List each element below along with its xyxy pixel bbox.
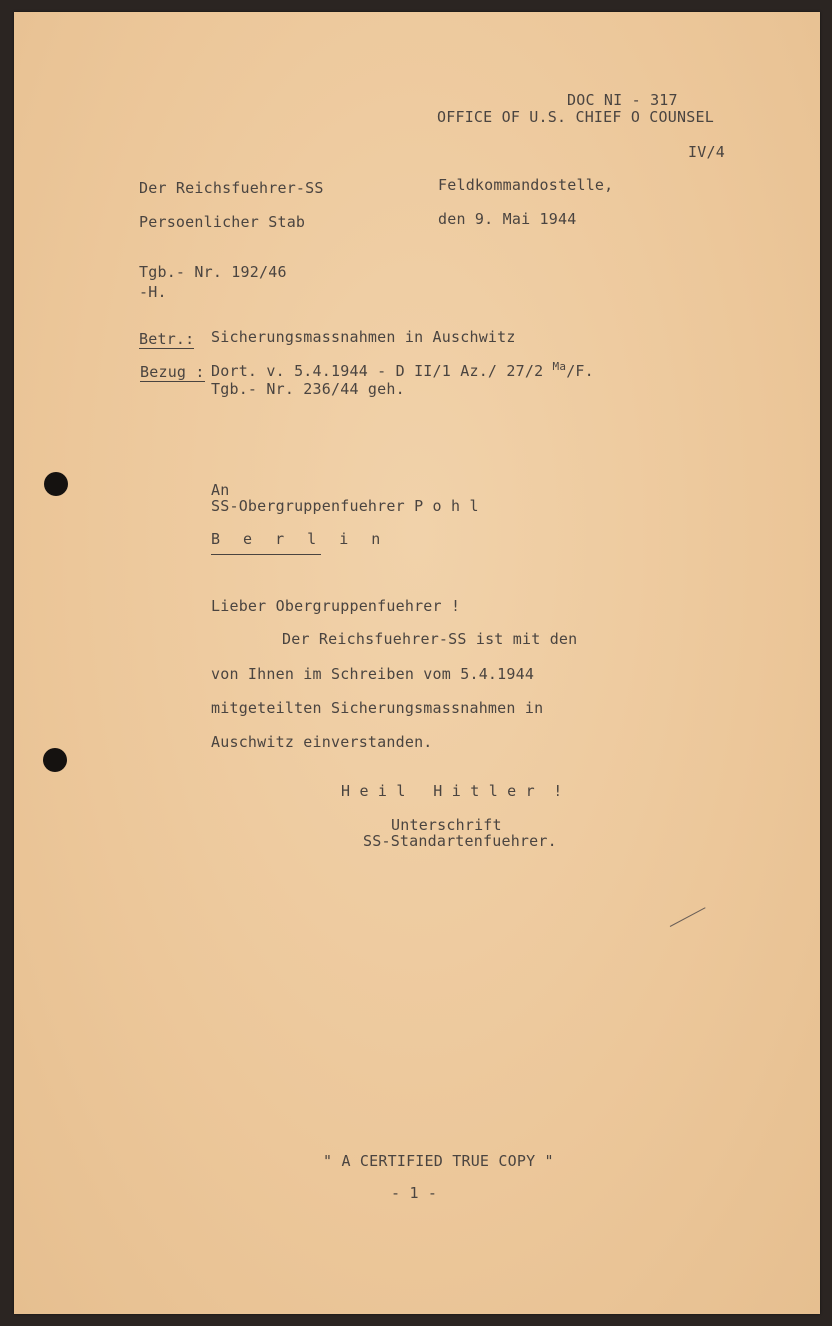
recipient-city: B e r l i n: [211, 530, 388, 548]
reference-line-1-end: /F.: [566, 362, 594, 380]
reference-line-1: [211, 360, 594, 380]
certification: " A CERTIFIED TRUE COPY ": [323, 1152, 554, 1170]
reference-line-2: Tgb.- Nr. 236/44 geh.: [211, 380, 405, 398]
body-line-4: Auschwitz einverstanden.: [211, 733, 433, 751]
closing-greeting: H e i l H i t l e r !: [341, 782, 563, 800]
salutation: Lieber Obergruppenfuehrer !: [211, 597, 461, 615]
doc-number: DOC NI - 317: [567, 91, 678, 109]
signature-rank: SS-Standartenfuehrer.: [363, 832, 557, 850]
subject-label: Betr.:: [139, 330, 195, 348]
reference-line-1-text: Dort. v. 5.4.1944 - D II/1 Az./ 27/2: [211, 362, 544, 380]
stray-pencil-mark: [670, 907, 706, 927]
body-line-3: mitgeteilten Sicherungsmassnahmen in: [211, 699, 544, 717]
date-line: den 9. Mai 1944: [438, 210, 577, 228]
office-line: OFFICE OF U.S. CHIEF O COUNSEL: [437, 108, 714, 126]
body-line-1: Der Reichsfuehrer-SS ist mit den: [282, 630, 578, 648]
reference-label: Bezug :: [140, 363, 205, 381]
punch-hole-bottom: [43, 748, 67, 772]
sender-line-2: Persoenlicher Stab: [139, 213, 306, 231]
page-number: - 1 -: [391, 1184, 438, 1202]
journal-number: Tgb.- Nr. 192/46: [139, 263, 287, 281]
recipient-line-2: SS-Obergruppenfuehrer P o h l: [211, 497, 479, 515]
signature: Unterschrift: [391, 816, 502, 834]
reference-line-1-sup: Ma: [552, 360, 567, 373]
punch-hole-top: [44, 472, 68, 496]
sender-line-1: Der Reichsfuehrer-SS: [139, 179, 324, 197]
journal-suffix: -H.: [139, 283, 167, 301]
city-underline: [211, 554, 321, 555]
document-page: [14, 12, 820, 1314]
place-line: Feldkommandostelle,: [438, 176, 614, 194]
body-line-2: von Ihnen im Schreiben vom 5.4.1944: [211, 665, 535, 683]
reference-code: IV/4: [688, 143, 725, 161]
recipient-line-1: An: [211, 481, 230, 499]
subject-text: Sicherungsmassnahmen in Auschwitz: [211, 328, 516, 346]
